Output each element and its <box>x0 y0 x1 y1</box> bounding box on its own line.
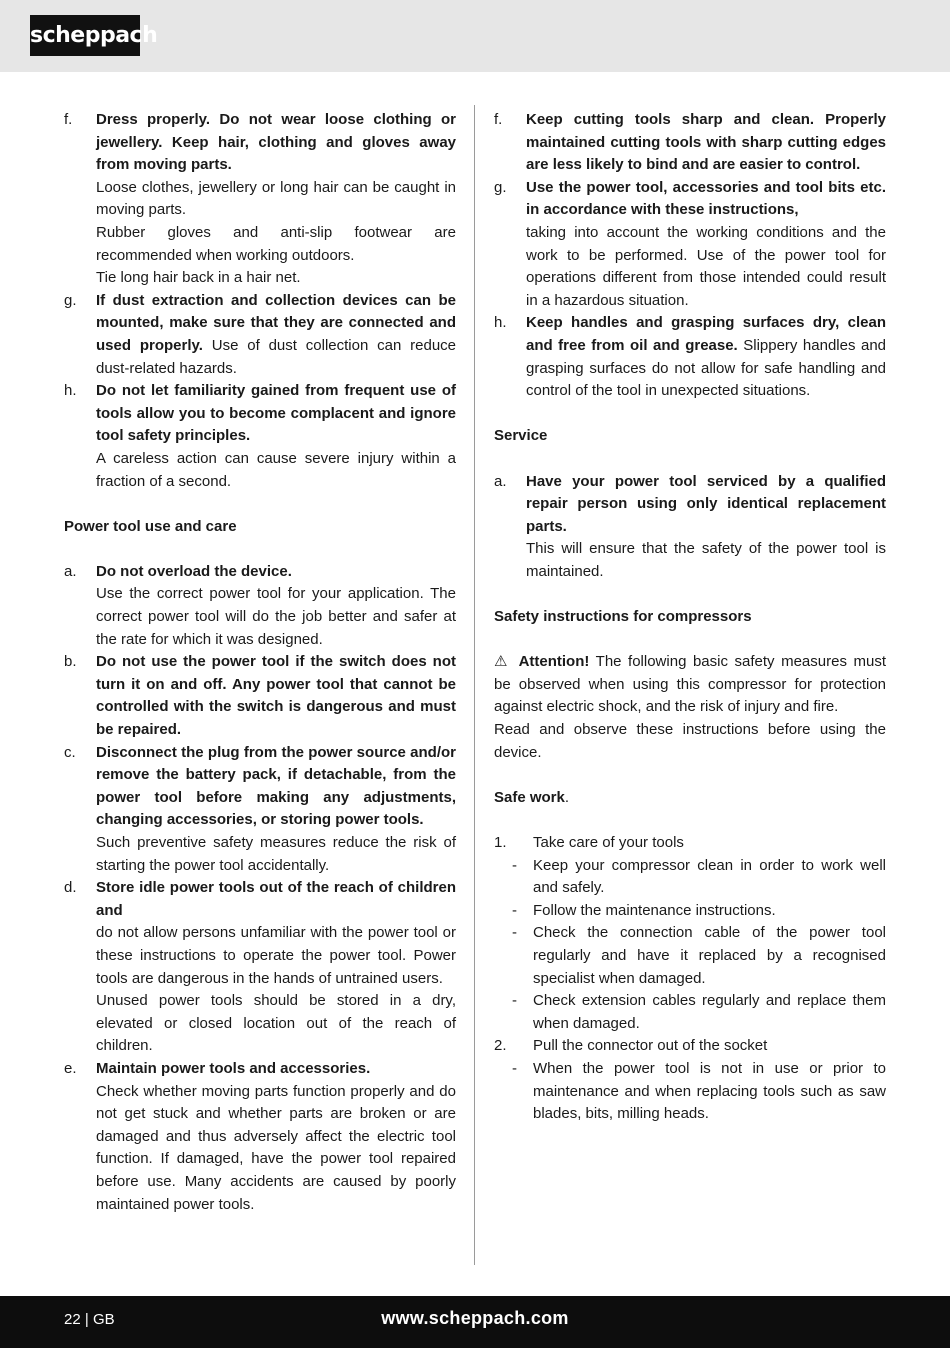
list-item-g <box>494 177 886 313</box>
safe-work-title-period: . <box>564 788 570 806</box>
attention-paragraph <box>494 651 886 719</box>
list-item-e <box>64 1058 456 1216</box>
list-item-f <box>64 109 456 290</box>
item-marker: h. <box>64 382 77 400</box>
item-heading: Disconnect the plug from the power source and/or remove the battery pack, if detachable, from the power tool before making any adjustments, changing accessories, or storing power tools. <box>96 743 456 829</box>
dash-marker: - <box>512 992 517 1010</box>
list-item-a <box>64 561 456 651</box>
dash-item <box>494 1058 886 1126</box>
item-text: A careless action can cause severe injury within a fraction of a second. <box>96 449 456 490</box>
item-heading: Keep handles and grasping surfaces dry, clean and free from oil and grease. <box>526 314 886 354</box>
list-item-d <box>64 877 456 1058</box>
item-text: Pull the connector out of the socket <box>533 1037 768 1055</box>
item-marker: c. <box>64 743 76 761</box>
safe-work-title <box>494 787 886 810</box>
item-heading: Dress properly. Do not wear loose clothing or jewellery. Keep hair, clothing and gloves away from moving parts. <box>96 111 456 174</box>
page-header <box>0 0 950 72</box>
item-marker: 1. <box>494 834 507 851</box>
item-text: Keep your compressor clean in order to work well and safely. <box>533 856 886 897</box>
attention-label: Attention! <box>518 653 590 671</box>
item-text: Use of dust collection can reduce dust-related hazards. <box>96 336 457 377</box>
page-number-value: 22 <box>64 1311 81 1328</box>
page-footer <box>0 1296 950 1348</box>
item-marker: a. <box>64 562 77 580</box>
item-heading: If dust extraction and collection devices can be mounted, make sure that they are connected and used properly. <box>96 291 456 354</box>
item-heading: Do not let familiarity gained from frequent use of tools allow you to become complacent and ignore tool safety principles. <box>96 382 456 445</box>
list-item-h <box>494 312 886 402</box>
list-item-f <box>494 109 886 177</box>
item-heading: Do not overload the device. <box>96 562 292 580</box>
item-marker: h. <box>494 314 507 332</box>
dash-item <box>494 990 886 1035</box>
page-separator: | <box>84 1311 89 1328</box>
dash-marker: - <box>512 924 517 942</box>
item-heading: Have your power tool serviced by a qualified repair person using only identical replacement parts. <box>526 472 886 535</box>
list-item-b <box>64 651 456 741</box>
list-item-h <box>64 380 456 493</box>
item-text: do not allow persons unfamiliar with the power tool or these instructions to operate the power tool. Power tools are dangerous in the hands of untrained users. <box>96 924 456 987</box>
item-marker: e. <box>64 1059 77 1077</box>
right-column <box>494 109 886 1126</box>
item-text: Check extension cables regularly and replace them when damaged. <box>533 992 886 1032</box>
section-title-service: Service <box>494 427 548 445</box>
item-heading: Use the power tool, accessories and tool bits etc. in accordance with these instructions, <box>526 178 886 219</box>
item-text: Slippery handles and grasping surfaces do not allow for safe handling and control of the tool in unexpected situations. <box>526 336 887 400</box>
numbered-item-2 <box>494 1035 886 1058</box>
item-text: Loose clothes, jewellery or long hair can be caught in moving parts. <box>96 178 456 219</box>
item-text: Use the correct power tool for your application. The correct power tool will do the job better and safer at the rate for which it was designed. <box>96 585 456 648</box>
item-text: This will ensure that the safety of the power tool is maintained. <box>526 540 886 580</box>
dash-item <box>494 922 886 990</box>
item-marker: f. <box>494 111 503 128</box>
item-text: Check the connection cable of the power tool regularly and have it replaced by a recognised specialist when damaged. <box>533 924 886 987</box>
safe-work-title-text: Safe work <box>494 788 565 806</box>
numbered-item-1 <box>494 832 886 855</box>
dash-item <box>494 900 886 923</box>
column-divider <box>474 105 475 1265</box>
item-text: When the power tool is not in use or prior to maintenance and when replacing tools such as saw blades, bits, milling heads. <box>533 1059 886 1123</box>
dash-marker: - <box>512 1059 517 1077</box>
item-text: Follow the maintenance instructions. <box>533 901 776 919</box>
item-text: Take care of your tools <box>533 834 684 851</box>
item-heading: Maintain power tools and accessories. <box>96 1059 371 1077</box>
item-text: Tie long hair back in a hair net. <box>96 269 301 287</box>
language-code: GB <box>92 1311 115 1328</box>
section-title-power-tool-use: Power tool use and care <box>64 517 237 535</box>
item-heading: Do not use the power tool if the switch does not turn it on and off. Any power tool that cannot be controlled with the switch is dangerous and must be repaired. <box>96 653 456 739</box>
item-marker: d. <box>64 879 77 897</box>
list-item-g <box>64 290 456 380</box>
item-text: taking into account the working conditions and the work to be performed. Use of the power tool for operations different from those intended could result in a hazardous situation. <box>526 223 886 309</box>
item-marker: f. <box>64 111 73 128</box>
left-column <box>64 109 456 1216</box>
item-text: Such preventive safety measures reduce the risk of starting the power tool accidentally. <box>96 834 456 874</box>
warning-icon: ⚠ <box>494 653 508 671</box>
list-item-service-a <box>494 471 886 584</box>
website-url[interactable]: www.scheppach.com <box>381 1308 569 1328</box>
dash-marker: - <box>512 856 517 874</box>
item-marker: g. <box>64 291 77 309</box>
item-marker: a. <box>494 472 507 490</box>
item-heading: Keep cutting tools sharp and clean. Properly maintained cutting tools with sharp cutting edges are less likely to bind and are easier to control. <box>526 111 886 174</box>
list-item-c <box>64 742 456 878</box>
scheppach-logo: scheppach <box>30 15 140 56</box>
item-text: Unused power tools should be stored in a dry, elevated or closed location out of the reach of children. <box>96 992 456 1055</box>
dash-marker: - <box>512 901 517 919</box>
item-text: Rubber gloves and anti-slip footwear are recommended when working outdoors. <box>96 223 456 264</box>
read-instructions-paragraph: Read and observe these instructions before using the device. <box>494 721 886 761</box>
dash-item <box>494 855 886 900</box>
item-marker: 2. <box>494 1037 507 1055</box>
section-title-compressors: Safety instructions for compressors <box>494 608 752 626</box>
item-heading: Store idle power tools out of the reach of children and <box>96 879 456 919</box>
attention-text: The following basic safety measures must be observed when using this compressor for protection against electric shock, and the risk of injury and fire. <box>494 653 887 716</box>
item-text: Check whether moving parts function properly and do not get stuck and whether parts are broken or are damaged and thus adversely affect the electric tool function. If damaged, have the power tool repaired before use. Many accidents are caused by poorly maintained power tools. <box>96 1082 456 1213</box>
item-marker: b. <box>64 653 77 671</box>
item-marker: g. <box>494 178 507 196</box>
